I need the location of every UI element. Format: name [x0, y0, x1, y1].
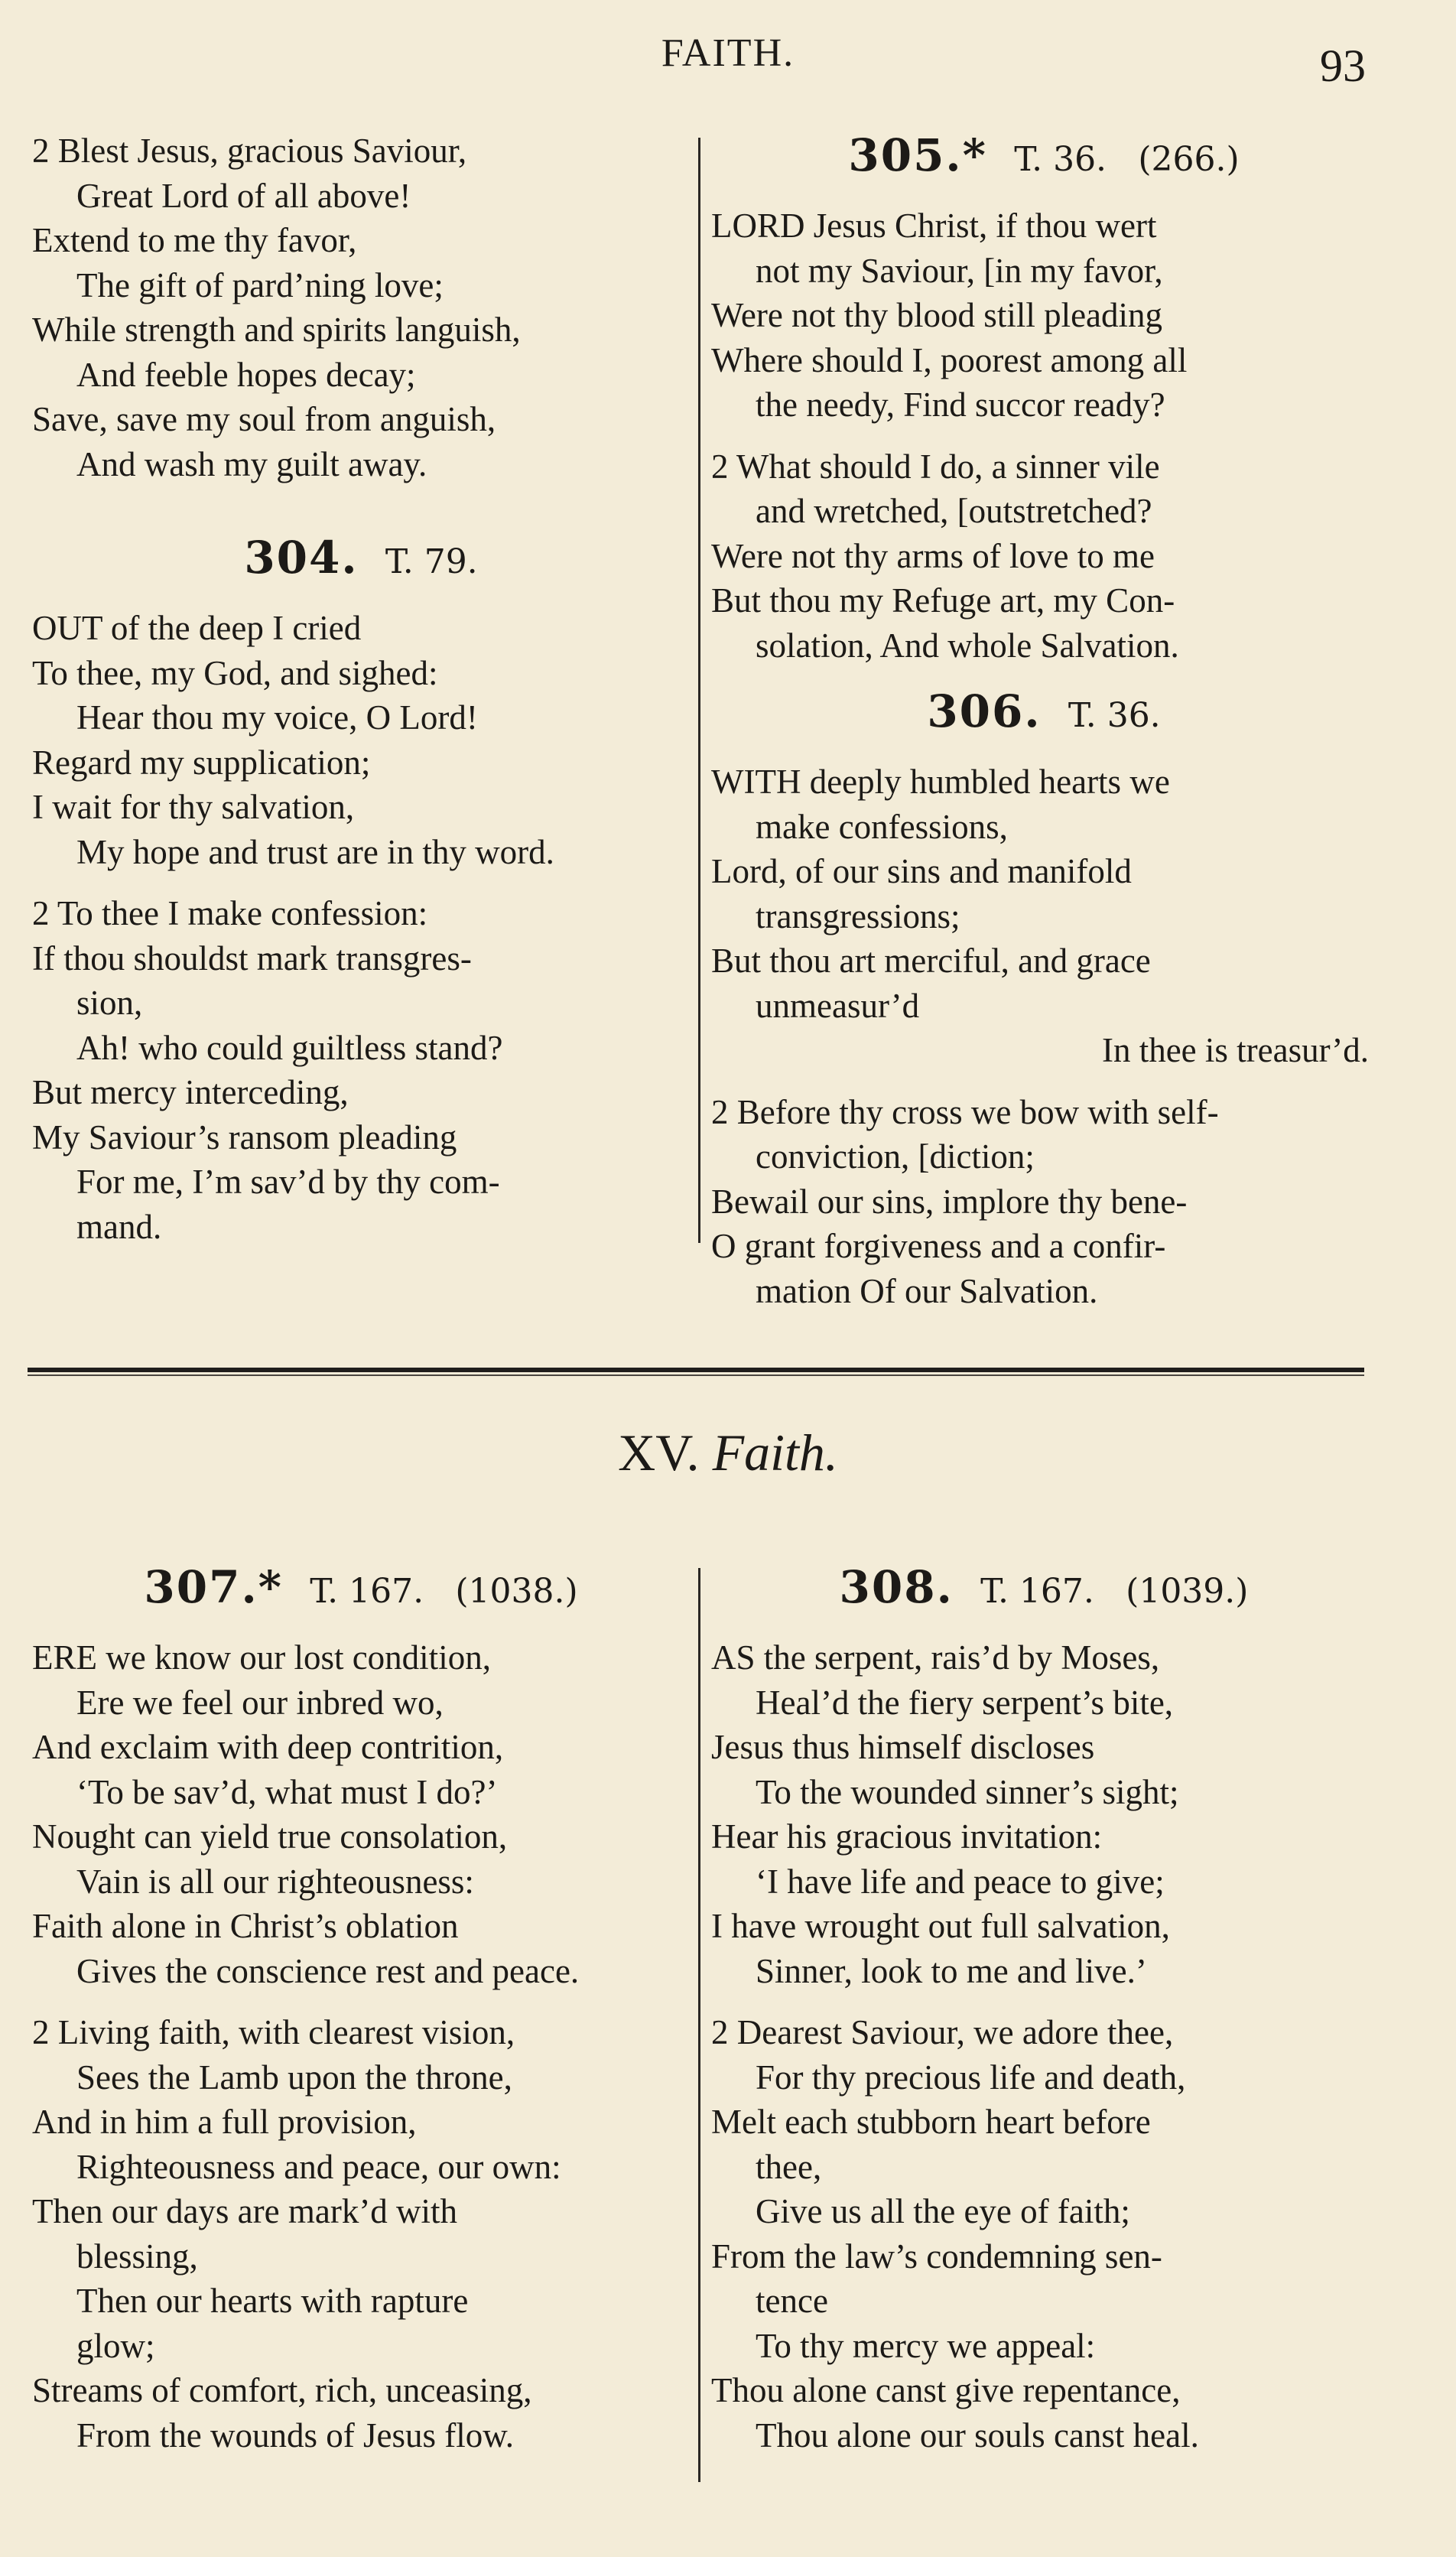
- stanza-line: solation, And whole Salvation.: [756, 626, 1179, 665]
- hymn-308-stanza-2: [711, 2010, 1376, 2458]
- hymn-305-stanza-2: [711, 444, 1376, 669]
- hymn-number: 308.: [839, 1561, 954, 1613]
- stanza-line: Sees the Lamb upon the throne,: [76, 2058, 512, 2097]
- stanza-line: My Saviour’s ransom pleading: [32, 1117, 457, 1157]
- hymn-305-stanza-1: [711, 203, 1376, 428]
- column-top-right: [711, 129, 1376, 1330]
- stanza-line: Sinner, look to me and live.’: [756, 1951, 1147, 1990]
- section-title: Faith.: [712, 1423, 838, 1482]
- section-rule-thin: [28, 1374, 1364, 1376]
- stanza-line: From the wounds of Jesus flow.: [76, 2415, 515, 2455]
- hymn-308-stanza-1: [711, 1635, 1376, 1993]
- stanza-line: transgressions;: [756, 896, 960, 935]
- stanza-line: 2 Living faith, with clearest vision,: [32, 2013, 515, 2051]
- stanza-line: 2 Blest Jesus, gracious Saviour,: [32, 132, 467, 170]
- hymn-reference: (1039.): [1126, 1572, 1249, 1611]
- column-bottom-right: [711, 1560, 1376, 2474]
- stanza-line: 2 What should I do, a sinner vile: [711, 447, 1160, 486]
- column-bottom-left: [32, 1560, 690, 2474]
- stanza-line: Regard my supplication;: [32, 743, 371, 782]
- stanza-line: ERE we know our lost condition,: [32, 1638, 491, 1677]
- stanza-303-2: [32, 129, 690, 486]
- stanza-line: Thou alone our souls canst heal.: [756, 2415, 1199, 2455]
- stanza-line: sion,: [76, 984, 143, 1022]
- hymn-306-stanza-2: [711, 1090, 1376, 1314]
- stanza-line: Save, save my soul from anguish,: [32, 400, 496, 438]
- hymn-tune: T. 36.: [1068, 696, 1161, 735]
- stanza-line: Hear thou my voice, O Lord!: [76, 698, 478, 737]
- hymn-307-stanza-2: [32, 2010, 690, 2458]
- stanza-line: I wait for thy salvation,: [32, 788, 355, 826]
- hymn-304-stanza-2: [32, 891, 690, 1249]
- hymn-307-stanza-1: [32, 1635, 690, 1993]
- stanza-line: Give us all the eye of faith;: [756, 2192, 1130, 2230]
- stanza-line: blessing,: [76, 2237, 198, 2276]
- stanza-line: For me, I’m sav’d by thy com-: [76, 1163, 500, 1201]
- column-divider-top: [698, 138, 700, 1243]
- stanza-line: Extend to me thy favor,: [32, 221, 357, 259]
- hymn-number: 306.: [927, 685, 1042, 737]
- hymn-307-heading: [32, 1560, 690, 1618]
- stanza-line: 2 Before thy cross we bow with self-: [711, 1092, 1219, 1131]
- stanza-line: Thou alone canst give repentance,: [711, 2371, 1181, 2409]
- hymn-reference: (266.): [1138, 140, 1240, 179]
- stanza-line: Melt each stubborn heart before: [711, 2103, 1151, 2141]
- column-top-left: [32, 129, 690, 1266]
- stanza-line: thee,: [756, 2147, 822, 2186]
- stanza-line: And in him a full provision,: [32, 2103, 417, 2141]
- stanza-line: mation Of our Salvation.: [756, 1271, 1098, 1310]
- stanza-line: Vain is all our righteousness:: [76, 1862, 474, 1901]
- stanza-line: But mercy interceding,: [32, 1073, 349, 1111]
- stanza-line: Streams of comfort, rich, unceasing,: [32, 2371, 532, 2409]
- stanza-line: And wash my guilt away.: [76, 444, 427, 483]
- stanza-line: 2 To thee I make confession:: [32, 894, 428, 932]
- hymn-reference: (1038.): [455, 1572, 578, 1611]
- stanza-line: For thy precious life and death,: [756, 2058, 1186, 2097]
- stanza-line: glow;: [76, 2326, 155, 2365]
- section-rule: [28, 1368, 1364, 1372]
- hymn-304-heading: [32, 531, 690, 589]
- stanza-line: And feeble hopes decay;: [76, 355, 416, 394]
- column-divider-bottom: [698, 1568, 700, 2482]
- stanza-line: Bewail our sins, implore thy bene-: [711, 1182, 1188, 1221]
- stanza-line: LORD Jesus Christ, if thou wert: [711, 207, 1157, 245]
- stanza-line: not my Saviour, [in my favor,: [756, 251, 1163, 290]
- stanza-line: While strength and spirits languish,: [32, 311, 521, 349]
- stanza-line: AS the serpent, rais’d by Moses,: [711, 1638, 1160, 1677]
- section-numeral: XV.: [618, 1423, 700, 1482]
- hymn-tune: T. 167.: [980, 1572, 1094, 1611]
- stanza-line: ‘I have life and peace to give;: [756, 1862, 1165, 1901]
- stanza-line: And exclaim with deep contrition,: [32, 1728, 504, 1766]
- stanza-line: the needy, Find succor ready?: [756, 386, 1165, 424]
- hymn-tune: T. 167.: [310, 1572, 424, 1611]
- stanza-line: Faith alone in Christ’s oblation: [32, 1907, 459, 1945]
- stanza-line: The gift of pard’ning love;: [76, 265, 444, 304]
- hymn-308-heading: [711, 1560, 1376, 1618]
- stanza-line: tence: [756, 2282, 828, 2320]
- hymn-number: 307.*: [144, 1561, 283, 1613]
- hymn-306-stanza-1: [711, 760, 1376, 1073]
- stanza-line: Ere we feel our inbred wo,: [76, 1683, 444, 1722]
- hymn-306-heading: [711, 685, 1376, 743]
- stanza-line: From the law’s condemning sen-: [711, 2237, 1162, 2276]
- stanza-line: But thou my Refuge art, my Con-: [711, 581, 1175, 620]
- stanza-line: mand.: [76, 1207, 162, 1246]
- stanza-line: Great Lord of all above!: [76, 176, 411, 215]
- stanza-line: ‘To be sav’d, what must I do?’: [76, 1772, 498, 1811]
- stanza-line: Righteousness and peace, our own:: [76, 2147, 561, 2186]
- stanza-line: Heal’d the fiery serpent’s bite,: [756, 1683, 1174, 1722]
- stanza-line: unmeasur’d: [756, 986, 920, 1025]
- stanza-line: Were not thy blood still pleading: [711, 296, 1163, 334]
- stanza-line: Where should I, poorest among all: [711, 340, 1188, 379]
- stanza-line: conviction, [diction;: [756, 1137, 1035, 1176]
- stanza-line: Then our days are mark’d with: [32, 2192, 458, 2230]
- hymn-305-heading: [711, 129, 1376, 187]
- stanza-line: But thou art merciful, and grace: [711, 942, 1151, 980]
- stanza-line: To thee, my God, and sighed:: [32, 653, 438, 692]
- stanza-line: Ah! who could guiltless stand?: [76, 1028, 503, 1067]
- page-number: 93: [1320, 41, 1366, 91]
- stanza-line: Jesus thus himself discloses: [711, 1728, 1095, 1766]
- stanza-line: I have wrought out full salvation,: [711, 1907, 1170, 1945]
- section-heading: [0, 1423, 1456, 1483]
- stanza-line: and wretched, [outstretched?: [756, 492, 1152, 530]
- running-title: FAITH.: [661, 31, 795, 75]
- stanza-line: To thy mercy we appeal:: [756, 2326, 1096, 2365]
- stanza-line: O grant forgiveness and a confir-: [711, 1227, 1166, 1265]
- stanza-line: Lord, of our sins and manifold: [711, 852, 1132, 890]
- hymn-number: 305.*: [848, 129, 987, 181]
- stanza-line: 2 Dearest Saviour, we adore thee,: [711, 2013, 1174, 2051]
- stanza-line: In thee is treasur’d.: [1101, 1031, 1369, 1069]
- stanza-line: To the wounded sinner’s sight;: [756, 1772, 1179, 1811]
- hymn-tune: T. 36.: [1014, 140, 1107, 179]
- stanza-line: Nought can yield true consolation,: [32, 1817, 508, 1856]
- stanza-line: OUT of the deep I cried: [32, 609, 362, 647]
- hymn-number: 304.: [244, 532, 359, 584]
- stanza-line: WITH deeply humbled hearts we: [711, 763, 1170, 801]
- stanza-line: Hear his gracious invitation:: [711, 1817, 1103, 1856]
- stanza-line: My hope and trust are in thy word.: [76, 832, 554, 871]
- hymn-304-stanza-1: [32, 606, 690, 874]
- stanza-line: make confessions,: [756, 807, 1008, 846]
- hymn-tune: T. 79.: [385, 542, 478, 581]
- stanza-line: Gives the conscience rest and peace.: [76, 1951, 580, 1990]
- stanza-line: If thou shouldst mark transgres-: [32, 939, 472, 978]
- stanza-line: Were not thy arms of love to me: [711, 536, 1155, 575]
- stanza-line: Then our hearts with rapture: [76, 2282, 469, 2320]
